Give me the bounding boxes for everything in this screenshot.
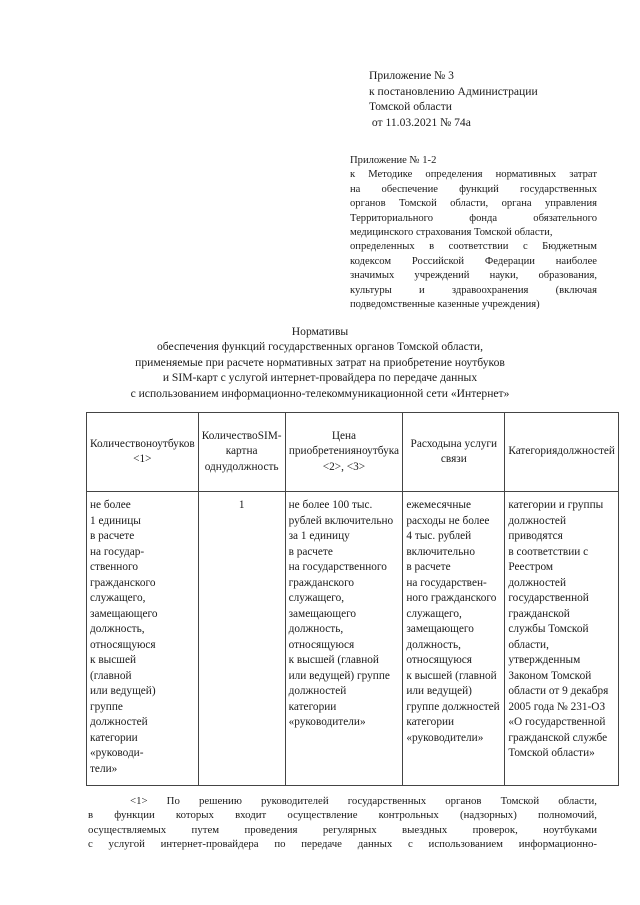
cell-line: должностей bbox=[508, 576, 566, 589]
cell-line: или ведущей) группе bbox=[288, 669, 390, 682]
cell-line: относящуюся bbox=[406, 654, 472, 666]
cell-line: к высшей (главной bbox=[288, 654, 379, 666]
cell-line: SIM-карт bbox=[225, 429, 282, 458]
cell-sim-count bbox=[198, 492, 285, 786]
table-header-row bbox=[87, 413, 619, 492]
cell-line: 2005 года № 231-ОЗ bbox=[508, 700, 606, 713]
cell-line: в расчете bbox=[288, 545, 333, 558]
title-line: обеспечения функций государственных органов Томской области, bbox=[156, 340, 484, 354]
cell-line: на государственного bbox=[288, 561, 387, 573]
cell-line: должность, bbox=[288, 623, 344, 635]
cell-line: в соответствии с bbox=[508, 545, 589, 558]
footnote-line: с услугой интернет-провайдера по передаче данных с использованием информационно- bbox=[88, 838, 597, 851]
appendix-1-2-line: органов Томской области, органа управления bbox=[350, 198, 597, 210]
cell-line: Расходы bbox=[410, 437, 451, 450]
table-row bbox=[87, 492, 619, 786]
header-sim-count bbox=[198, 413, 285, 492]
cell-communication-costs bbox=[403, 492, 505, 786]
title-line: и SIM-карт с услугой интернет-провайдера по передаче данных bbox=[162, 371, 478, 385]
cell-line: должностей bbox=[288, 685, 347, 697]
header-communication-costs bbox=[403, 413, 505, 492]
title-line: с использованием информационно-телекоммуникационной сети «Интернет» bbox=[130, 386, 510, 400]
appendix-1-2-line: к Методике определения нормативных затрат bbox=[350, 169, 597, 181]
appendix-3-line: Приложение № 3 bbox=[369, 69, 454, 82]
cell-position-category bbox=[505, 492, 619, 786]
cell-line: замещающего bbox=[406, 623, 474, 635]
cell-line: Реестром bbox=[508, 561, 554, 573]
cell-line: должностей bbox=[557, 445, 615, 458]
cell-line: не более 100 тыс. bbox=[288, 499, 373, 511]
appendix-1-2-line: Территориального фонда обязательного bbox=[350, 212, 597, 224]
appendix-3-date-line: от 11.03.2021 № 74а bbox=[369, 115, 471, 129]
cell-line: должностей bbox=[90, 716, 148, 728]
cell-line: расходы не более bbox=[406, 514, 490, 527]
cell-line: ноутбуков <1> bbox=[133, 437, 195, 465]
appendix-1-2-line: кодексом Российской Федерации наиболее bbox=[350, 255, 597, 267]
cell-line: гражданского bbox=[288, 576, 355, 589]
cell-line: на услуги связи bbox=[440, 437, 498, 465]
cell-line: замещающего bbox=[288, 607, 357, 620]
cell-line: группе должностей bbox=[406, 700, 500, 713]
cell-line: «руководители» bbox=[406, 731, 484, 744]
cell-line: (главной bbox=[90, 669, 132, 682]
cell-line: включительно bbox=[406, 545, 475, 558]
appendix-1-2-line: культуры и здравоохранения (включая bbox=[350, 284, 597, 296]
cell-line: Количество bbox=[201, 429, 258, 442]
cell-line: утвержденным bbox=[508, 654, 581, 666]
cell-line: области, bbox=[508, 638, 549, 651]
cell-line: должность, bbox=[90, 623, 145, 635]
cell-line: рублей включительно bbox=[288, 514, 394, 527]
cell-line: государственной bbox=[508, 592, 589, 604]
cell-line: области от 9 декабря bbox=[508, 685, 609, 697]
cell-line: служащего, bbox=[406, 607, 462, 620]
cell-line: категории bbox=[406, 716, 455, 728]
cell-line: тели» bbox=[90, 762, 118, 775]
appendix-1-2-line: медицинского страхования Томской области, bbox=[350, 227, 553, 239]
cell-line: на одну bbox=[204, 445, 258, 473]
norms-table bbox=[86, 412, 619, 786]
appendix-1-2-line: Приложение № 1-2 bbox=[350, 155, 437, 166]
footnote-line: в функции которых входит осуществление контрольных (надзорных) полномочий, bbox=[88, 809, 597, 822]
cell-line: на государ- bbox=[90, 545, 145, 558]
cell-line: относящуюся bbox=[288, 638, 355, 651]
cell-laptop-price bbox=[285, 492, 403, 786]
cell-laptop-count bbox=[87, 492, 199, 786]
cell-line: категории и группы bbox=[508, 499, 604, 511]
appendix-3-line: Томской области bbox=[369, 100, 452, 114]
cell-line: «руководители» bbox=[288, 716, 366, 728]
cell-line: гражданской bbox=[508, 607, 570, 620]
cell-line: служащего, bbox=[90, 592, 146, 604]
cell-line: 4 тыс. рублей bbox=[406, 530, 472, 542]
cell-line: должность, bbox=[406, 638, 461, 651]
cell-line: ноутбука <2>, <3> bbox=[322, 445, 400, 473]
cell-line: должность bbox=[226, 460, 279, 473]
cell-line: относящуюся bbox=[90, 638, 156, 651]
cell-line: ственного bbox=[90, 561, 138, 573]
cell-line: к высшей (главной bbox=[406, 669, 497, 682]
cell-line: служащего, bbox=[288, 592, 345, 604]
header-position-category bbox=[505, 413, 619, 492]
cell-line: «руководи- bbox=[90, 747, 144, 759]
cell-line: на государствен- bbox=[406, 576, 487, 589]
cell-line: или ведущей) bbox=[406, 685, 472, 697]
cell-line: «О государственной bbox=[508, 716, 606, 728]
cell-line: категории bbox=[90, 731, 138, 744]
cell-line: службы Томской bbox=[508, 623, 589, 635]
cell-line: группе bbox=[90, 700, 123, 713]
appendix-3-header bbox=[369, 68, 619, 130]
footnote-1 bbox=[88, 794, 597, 852]
cell-line: приводятся bbox=[508, 530, 563, 542]
cell-line: ежемесячные bbox=[406, 499, 472, 511]
cell-line: Томской области» bbox=[508, 747, 595, 759]
cell-line: не более bbox=[90, 499, 131, 511]
cell-line: 1 bbox=[238, 499, 245, 511]
cell-line: Цена приобретения bbox=[288, 429, 357, 458]
appendix-1-2-line: подведомственные казенные учреждения) bbox=[350, 299, 540, 311]
cell-line: гражданской службе bbox=[508, 731, 608, 744]
cell-line: за 1 единицу bbox=[288, 530, 350, 542]
footnote-line: осуществляемых путем проведения регулярных выездных проверок, ноутбуками bbox=[88, 823, 597, 836]
cell-line: в расчете bbox=[90, 530, 135, 542]
cell-line: к высшей bbox=[90, 654, 137, 666]
cell-line: Количество bbox=[90, 437, 146, 450]
title-heading: Нормативы bbox=[291, 325, 349, 338]
cell-line: категории bbox=[288, 700, 337, 713]
cell-line: в расчете bbox=[406, 561, 451, 573]
appendix-1-2-line: значимых учреждений науки, образования, bbox=[350, 270, 597, 282]
cell-line: гражданского bbox=[90, 576, 156, 589]
footnote-line: <1> По решению руководителей государственных органов Томской области, bbox=[130, 795, 597, 807]
cell-line: должностей bbox=[508, 514, 566, 527]
appendix-1-2-line: определенных в соответствии с Бюджетным bbox=[350, 241, 597, 253]
header-laptop-count bbox=[87, 413, 199, 492]
appendix-1-2-header bbox=[350, 154, 597, 312]
cell-line: 1 единицы bbox=[90, 514, 141, 527]
appendix-3-line: к постановлению Администрации bbox=[369, 84, 538, 98]
title-line: применяемые при расчете нормативных затрат на приобретение ноутбуков bbox=[135, 355, 505, 369]
cell-line: замещающего bbox=[90, 607, 158, 620]
document-title bbox=[80, 324, 560, 401]
header-laptop-price bbox=[285, 413, 403, 492]
cell-line: Законом Томской bbox=[508, 669, 592, 682]
appendix-1-2-line: на обеспечение функций государственных bbox=[350, 183, 597, 195]
cell-line: или ведущей) bbox=[90, 685, 156, 697]
cell-line: ного гражданского bbox=[406, 592, 497, 604]
cell-line: Категория bbox=[508, 445, 558, 458]
